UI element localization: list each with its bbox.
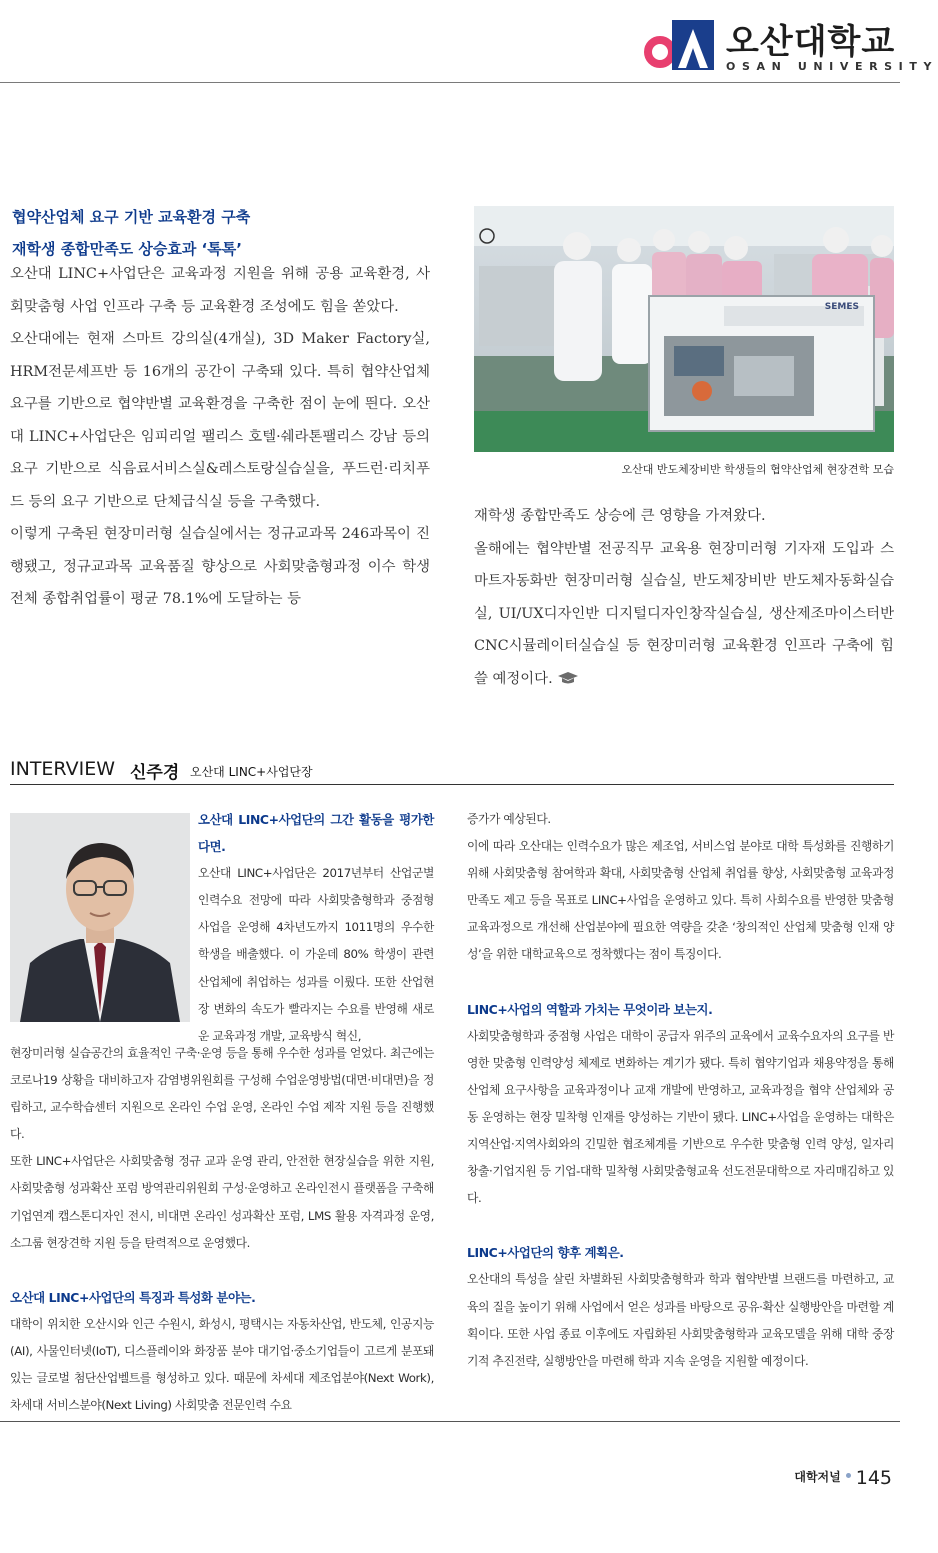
graduation-cap-icon xyxy=(557,671,579,685)
header-divider xyxy=(0,82,900,83)
interview-answer-text: 오산대의 특성을 살린 차별화된 사회맞춤형학과 학과 협약반별 브랜드를 마련하고, 교육의 질을 높이기 위해 사업에서 얻은 성과를 바탕으로 공유·확산 실행방안을 마련할 계획이다. 또한 사업 종료 이후에도 자립화된 사회맞춤형학과 교육모델을 위해 대학 중장기적 추진전략, 실행방안을 마련해 학과 지속 운영을 지원할 예정이다. xyxy=(467,1272,894,1368)
interview-label: INTERVIEW xyxy=(10,758,115,780)
logo-a-mark-icon xyxy=(672,20,714,70)
logo-name: 오산대학교 xyxy=(726,22,896,62)
page-number: 145 xyxy=(855,1467,892,1489)
article-paragraph: 재학생 종합만족도 상승에 큰 영향을 가져왔다. xyxy=(474,508,766,524)
portrait-illustration xyxy=(10,813,190,1022)
interview-answer-text: 현장미러형 실습공간의 효율적인 구축·운영 등을 통해 우수한 성과를 얻었다. 최근에는 코로나19 상황을 대비하고자 감염병위원회를 구성해 수업운영방법(대면·비대면)을 정립하고, 교수학습센터 지원으로 온라인 수업 운영, 온라인 수업 제작 지원 등을 진행했다. xyxy=(10,1046,434,1142)
photo-caption-text: 오산대 반도체장비반 학생들의 협약산업체 현장견학 모습 xyxy=(621,463,894,476)
journal-name: 대학저널 xyxy=(794,1470,841,1484)
interview-answer-text: 증가가 예상된다. xyxy=(467,812,551,826)
article-paragraph: 오산대 LINC+사업단은 교육과정 지원을 위해 공용 교육환경, 사회맞춤형 사업 인프라 구축 등 교육환경 조성에도 힘을 쏟았다. xyxy=(10,266,430,315)
interviewee-portrait xyxy=(10,813,190,1022)
footer-divider xyxy=(0,1421,900,1422)
article-paragraph-text: 올해에는 협약반별 전공직무 교육용 현장미러형 기자재 도입과 스마트자동화반 현장미러형 실습실, 반도체장비반 반도체자동화실습실, UI/UX디자인반 디지털디자인창작실습실, 생산제조마이스터반 CNC시뮬레이터실습실 등 현장미러형 교육환경 인프라 구축에 힘쓸 예정이다. xyxy=(474,540,894,687)
interview-answer-text: 또한 LINC+사업단은 사회맞춤형 정규 교과 운영 관리, 안전한 현장실습을 위한 지원, 사회맞춤형 성과확산 포럼 방역관리위원회 구성·운영하고 온라인전시 플랫폼을 구축해 기업연계 캡스톤디자인 전시, 비대면 온라인 성과확산 포럼, LMS 활용 자격과정 운영, 소그룹 현장견학 지원 등을 탄력적으로 운영했다. xyxy=(10,1154,434,1250)
interview-answer-1-intro xyxy=(198,806,434,1050)
interview-header xyxy=(10,758,894,784)
interview-question-2: 오산대 LINC+사업단의 특징과 특성화 분야는. xyxy=(10,1289,256,1305)
photo-illustration xyxy=(474,206,894,452)
logo-subtitle: OSAN UNIVERSITY xyxy=(726,60,938,73)
article-paragraph xyxy=(474,533,894,696)
interview-left-column xyxy=(10,1040,434,1419)
separator-dot-icon xyxy=(846,1473,851,1478)
interview-question-3: LINC+사업의 역할과 가치는 무엇이라 보는지. xyxy=(467,1001,713,1017)
interview-question-4: LINC+사업단의 향후 계획은. xyxy=(467,1245,624,1261)
interview-question-1: 오산대 LINC+사업단의 그간 활동을 평가한다면. xyxy=(198,812,434,855)
interview-answer-text: 사회맞춤형학과 중점형 사업은 대학이 공급자 위주의 교육에서 교육수요자의 요구를 반영한 맞춤형 인력양성 체제로 변화하는 계기가 됐다. 특히 협약기업과 채용약정을 통해 산업체 요구사항을 교육과정이나 교재 개발에 반영하고, 교육과정을 협약 산업체와 공동 운영하는 현장 밀착형 인재를 양성하는 기반이 됐다. LINC+사업을 운영하는 대학은 지역산업·지역사회와의 긴밀한 협조체계를 기반으로 우수한 맞춤형 인력 양성, 일자리 창출·기업지원 등 기업-대학 밀착형 사회맞춤형교육 선도전문대학으로 자리매김하고 있다. xyxy=(467,1028,894,1206)
article-paragraph: 오산대에는 현재 스마트 강의실(4개실), 3D Maker Factory실, HRM전문셰프반 등 16개의 공간이 구축돼 있다. 특히 협약산업체 요구를 기반으로 협약반별 교육환경을 구축한 점이 눈에 띈다. 오산대 LINC+사업단은 임피리얼 팰리스 호텔·쉐라톤팰리스 강남 등의 요구 기반으로 식음료서비스실&레스토랑실습실을, 푸드런·리치푸드 등의 요구 기반으로 단체급식실 등을 구축했다. xyxy=(10,331,430,510)
university-logo xyxy=(644,20,938,76)
page-footer xyxy=(794,1467,892,1489)
headline-line-2: 재학생 종합만족도 상승효과 ‘톡톡’ xyxy=(12,240,242,258)
cleanroom-photo xyxy=(474,206,894,452)
photo-caption xyxy=(474,461,894,477)
interview-answer-text: 오산대 LINC+사업단은 2017년부터 산업군별 인력수요 전망에 따라 사회맞춤형학과 중점형 사업을 운영해 4차년도까지 1011명의 우수한 학생을 배출했다. 이 가운데 80% 학생이 관련 산업체에 취업하는 성과를 이뤘다. 또한 산업현장 변화의 속도가 빨라지는 수요를 반영해 새로운 교육과정 개발, 교육방식 혁신, xyxy=(198,866,434,1043)
article-column-1 xyxy=(10,258,430,616)
interviewee-name: 신주경 xyxy=(130,763,180,783)
svg-text:SEMES: SEMES xyxy=(824,302,859,312)
article-column-2 xyxy=(474,500,894,695)
interview-answer-text: 대학이 위치한 오산시와 인근 수원시, 화성시, 평택시는 자동차산업, 반도체, 인공지능(AI), 사물인터넷(IoT), 디스플레이와 화장품 분야 대기업·중소기업들이 고르게 분포돼 있는 글로벌 첨단산업벨트를 형성하고 있다. 때문에 차세대 제조업분야(Next Work), 차세대 서비스분야(Next Living) 사회맞춤 전문인력 수요 xyxy=(10,1316,434,1413)
article-paragraph: 이렇게 구축된 현장미러형 실습실에서는 정규교과목 246과목이 진행됐고, 정규교과목 교육품질 향상으로 사회맞춤형과정 이수 학생 전체 종합취업률이 평균 78.1%에 도달하는 등 xyxy=(10,526,430,607)
headline-line-1: 협약산업체 요구 기반 교육환경 구축 xyxy=(12,208,251,226)
interviewee-role: 오산대 LINC+사업단장 xyxy=(190,765,313,779)
interview-right-column xyxy=(467,806,894,1375)
interview-divider xyxy=(10,784,894,785)
interview-answer-text: 이에 따라 오산대는 인력수요가 많은 제조업, 서비스업 분야로 대학 특성화를 진행하기 위해 사회맞춤형 참여학과 확대, 사회맞춤형 산업체 취업률 향상, 사회맞춤형 교육과정 만족도 제고 등을 목표로 LINC+사업을 운영하고 있다. 특히 사회수요를 반영한 맞춤형 교육과정으로 개선해 산업분야에 필요한 역량을 갖춘 ‘창의적인 산업체 맞춤형 인재 양성’을 위한 대학교육으로 정착했다는 점이 특징이다. xyxy=(467,839,894,962)
